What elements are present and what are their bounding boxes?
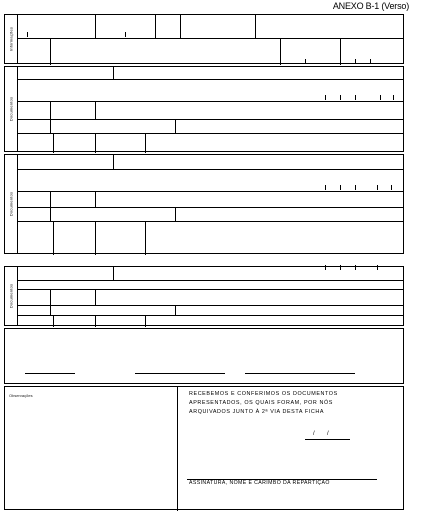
section-side-label: Documentos	[5, 67, 18, 151]
signature-label: ASSINATURA, NOME E CARIMBO DA REPARTIÇÃO	[189, 480, 330, 486]
form-section-4	[4, 266, 404, 326]
declaration-box	[4, 328, 404, 384]
date-slash-mark: /	[327, 431, 329, 437]
section-side-label: Documentos	[5, 267, 18, 325]
reception-line-1: RECEBEMOS E CONFERIMOS OS DOCUMENTOS	[189, 391, 338, 397]
form-section-3	[4, 154, 404, 254]
reception-line-3: ARQUIVADOS JUNTO À 2ª VIA DESTA FICHA	[189, 409, 325, 415]
page-title: ANEXO B-1 (Verso)	[332, 1, 409, 11]
section-side-label: Informações	[5, 15, 18, 63]
form-section-1	[4, 14, 404, 64]
reception-line-2: APRESENTADOS, OS QUAIS FORAM, POR NÓS	[189, 400, 334, 406]
section-side-label: Documentos	[5, 155, 18, 253]
observations-label: Observações	[9, 393, 33, 398]
date-slash-mark: /	[313, 431, 315, 437]
form-section-2	[4, 66, 404, 152]
